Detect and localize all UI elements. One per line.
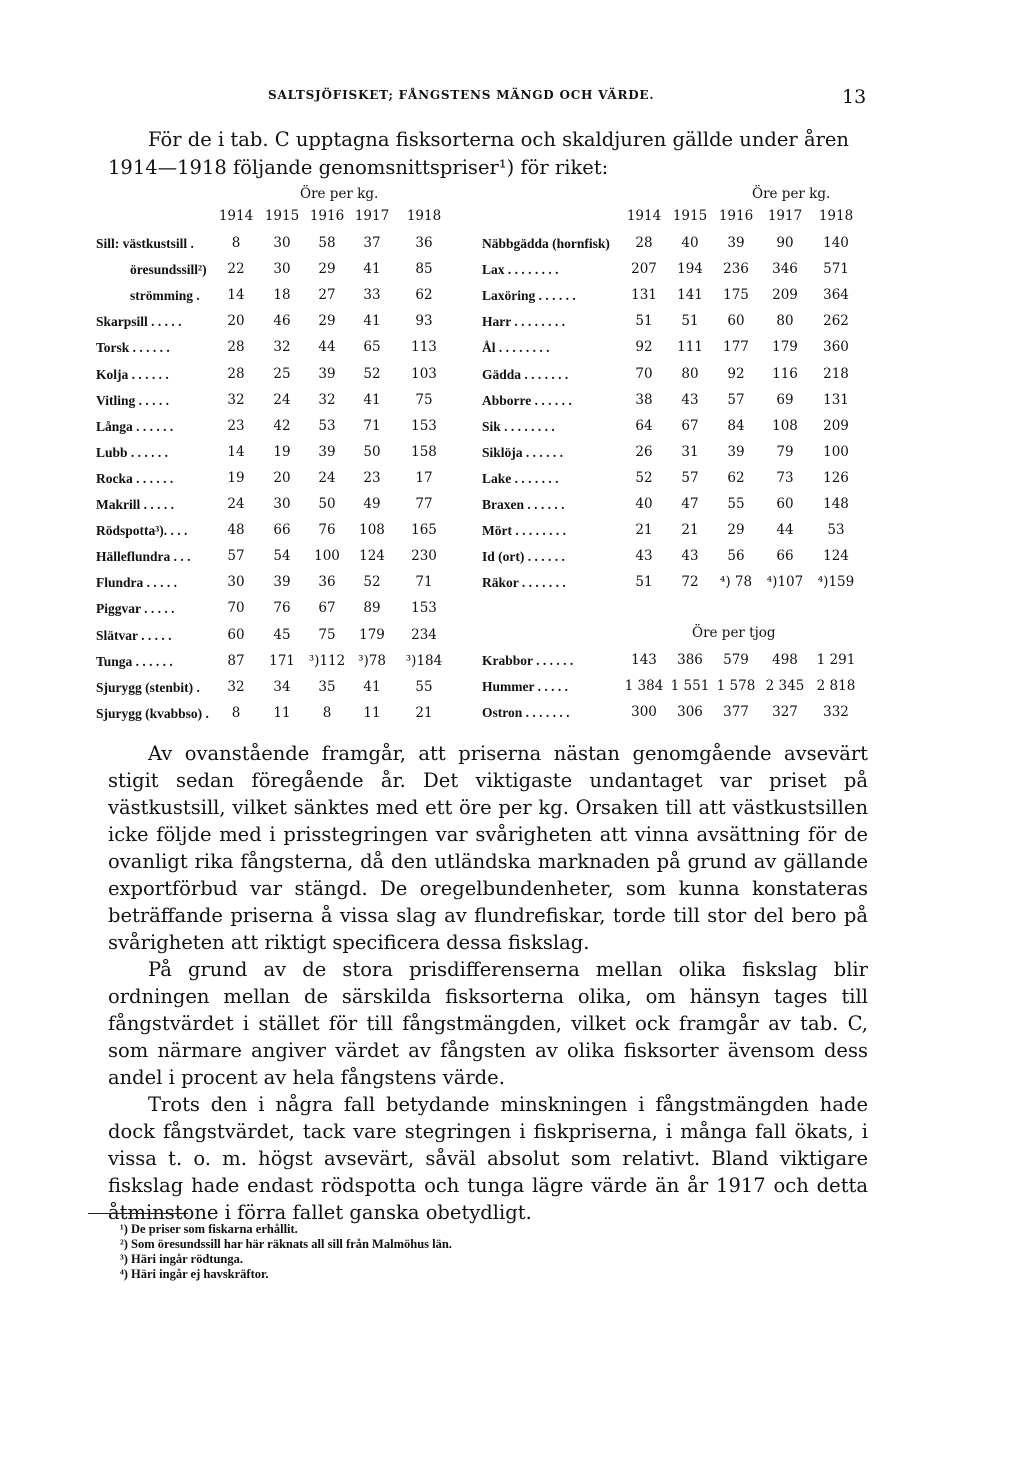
table-cell: 236 xyxy=(723,261,749,278)
table-cell: 40 xyxy=(681,235,699,251)
table-cell: 51 xyxy=(635,313,653,330)
table-cell: 32 xyxy=(318,391,336,408)
table-cell: 21 xyxy=(415,704,433,721)
table-cell: 332 xyxy=(823,704,849,721)
table-cell: 207 xyxy=(631,261,657,278)
table-cell: 57 xyxy=(681,469,699,486)
table-cell: 32 xyxy=(273,339,291,356)
table-cell: 42 xyxy=(273,417,291,434)
table-cell: 24 xyxy=(227,496,245,512)
table-cell: 143 xyxy=(631,652,657,668)
table-cell: 50 xyxy=(363,443,381,460)
table-cell: ⁴)107 xyxy=(766,574,804,591)
row-label: Lubb . . . . . . xyxy=(96,444,169,460)
table-cell: 111 xyxy=(677,339,703,356)
row-label: Id (ort) . . . . . . xyxy=(482,549,565,565)
table-cell: 44 xyxy=(776,522,794,539)
table-cell: 100 xyxy=(823,443,849,460)
table-cell: 30 xyxy=(273,235,291,251)
table-cell: 77 xyxy=(415,496,433,512)
table-cell: 52 xyxy=(363,574,381,591)
page-number: 13 xyxy=(842,86,867,108)
table-cell: 498 xyxy=(772,652,798,668)
row-label: Hälleflundra . . . xyxy=(96,549,191,565)
year-header: 1918 xyxy=(818,208,854,224)
row-label: Krabbor . . . . . . xyxy=(482,653,574,668)
table-cell: 55 xyxy=(727,496,745,512)
table-cell: 33 xyxy=(363,287,381,304)
footnote-1: ¹) De priser som fiskarna erhållit. xyxy=(120,1222,298,1236)
table-cell: 35 xyxy=(318,678,336,695)
table-cell: 71 xyxy=(415,574,433,591)
table-cell: ³)112 xyxy=(308,652,346,669)
table-cell: 2 345 xyxy=(765,678,805,695)
table-cell: 24 xyxy=(273,391,291,408)
table-cell: 24 xyxy=(318,469,336,486)
table-cell: 300 xyxy=(631,704,657,721)
table-cell: 171 xyxy=(269,652,295,669)
table-cell: 22 xyxy=(227,261,245,278)
table-cell: 51 xyxy=(635,574,653,591)
table-cell: 116 xyxy=(772,365,798,382)
table-cell: 66 xyxy=(273,522,291,539)
table-cell: 32 xyxy=(227,678,245,695)
row-label: Ål . . . . . . . . xyxy=(482,340,550,356)
row-label: Ostron . . . . . . . xyxy=(482,705,570,721)
row-label: strömming . xyxy=(130,288,200,304)
year-header: 1915 xyxy=(264,208,300,224)
table-cell: 60 xyxy=(727,313,745,330)
table-cell: 34 xyxy=(273,678,291,695)
table-cell: 48 xyxy=(227,522,245,539)
table-cell: 179 xyxy=(772,339,798,356)
table-cell: 87 xyxy=(227,652,245,669)
unit-label-right: Öre per kg. xyxy=(752,186,831,202)
table-cell: 52 xyxy=(363,365,381,382)
table-cell: 23 xyxy=(363,469,381,486)
table-cell: 43 xyxy=(681,548,699,565)
paragraph-3: Trots den i några fall betydande minskningen i fångstmängden hade dock fångstvärdet, tack vare stegringen i fiskpriserna, i många fall ökats, i vissa t. o. m. högst avsevärt, såväl absolut som relativt. Bland viktigare fiskslag hade endast rödspotta och tunga lägre värde än år 1917 och detta åtminstone i förra fallet ganska obetydligt. xyxy=(108,1093,868,1224)
table-cell: 327 xyxy=(772,704,798,721)
table-cell: 29 xyxy=(727,522,745,539)
row-label: Långa . . . . . . xyxy=(96,418,174,434)
table-cell: 80 xyxy=(681,365,699,382)
row-label: Harr . . . . . . . . xyxy=(482,314,565,330)
row-label: Sjurygg (kvabbso) . xyxy=(96,705,209,721)
paragraph-1: Av ovanstående framgår, att priserna nästan genomgående avsevärt stigit sedan föregående år. Det viktigaste undantaget var priset på västkustsill, vilket sänktes med ett öre per kg. Orsaken till att västkustsillen icke följde med i prisstegringen var svårigheten att vinna avsättning för de ovanligt rika fångsterna, då den utländska marknaden på grund av gällande exportförbud var stängd. De oregelbundenheter, som kunna konstateras beträffande priserna å vissa slag av flundrefiskar, torde till stor del bero på svårigheten att riktigt specificera dessa fiskslag. xyxy=(108,742,868,954)
table-cell: 58 xyxy=(318,235,336,251)
table-cell: 28 xyxy=(227,365,245,382)
footnote-2: ²) Som öresundssill har här räknats all sill från Malmöhus län. xyxy=(120,1237,452,1251)
table-cell: 1 384 xyxy=(624,678,664,695)
table-cell: 57 xyxy=(227,548,245,565)
row-label: Lake . . . . . . . xyxy=(482,470,559,486)
table-cell: 364 xyxy=(823,287,849,304)
row-label: Torsk . . . . . . xyxy=(96,340,170,356)
table-cell: 30 xyxy=(273,261,291,278)
table-cell: 55 xyxy=(415,678,433,695)
table-cell: 60 xyxy=(776,496,794,512)
table-cell: 76 xyxy=(273,600,291,617)
table-cell: 36 xyxy=(415,235,433,251)
table-cell: 124 xyxy=(359,548,385,565)
table-cell: 66 xyxy=(776,548,794,565)
row-label: Laxöring . . . . . . xyxy=(482,288,576,304)
year-header: 1917 xyxy=(767,208,803,224)
table-cell: 72 xyxy=(681,574,699,591)
table-cell: 8 xyxy=(231,704,241,721)
table-cell: 28 xyxy=(227,339,245,356)
row-label: Sjurygg (stenbit) . xyxy=(96,679,200,695)
table-cell: 56 xyxy=(727,548,745,565)
table-cell: 177 xyxy=(723,339,749,356)
footnote-4: ⁴) Häri ingår ej havskräftor. xyxy=(120,1267,269,1281)
table-cell: 103 xyxy=(411,365,437,382)
row-label: Räkor . . . . . . . xyxy=(482,575,566,591)
table-cell: 41 xyxy=(363,678,381,695)
table-cell: 108 xyxy=(359,522,385,539)
table-cell: 113 xyxy=(411,339,437,356)
unit-label-tjog: Öre per tjog xyxy=(692,625,776,641)
table-cell: 2 818 xyxy=(816,678,856,695)
table-cell: 65 xyxy=(363,339,381,356)
table-cell: 29 xyxy=(318,313,336,330)
table-cell: 20 xyxy=(273,469,291,486)
row-label: Gädda . . . . . . . xyxy=(482,366,569,382)
table-cell: 100 xyxy=(314,548,340,565)
table-cell: 108 xyxy=(772,417,798,434)
table-cell: 14 xyxy=(227,443,245,460)
table-cell: 84 xyxy=(727,417,745,434)
table-cell: 126 xyxy=(823,469,849,486)
table-cell: 67 xyxy=(681,417,699,434)
year-header: 1917 xyxy=(354,208,390,224)
year-header: 1916 xyxy=(309,208,345,224)
table-cell: 32 xyxy=(227,391,245,408)
table-cell: 41 xyxy=(363,261,381,278)
table-cell: 67 xyxy=(318,600,336,617)
table-cell: 92 xyxy=(635,339,653,356)
table-cell: 90 xyxy=(776,235,794,251)
table-cell: 79 xyxy=(776,443,794,460)
table-cell: 19 xyxy=(227,469,245,486)
table-cell: 230 xyxy=(411,548,437,565)
table-cell: 1 291 xyxy=(816,652,856,668)
table-cell: 8 xyxy=(231,235,241,251)
table-cell: 30 xyxy=(273,496,291,512)
row-label: Makrill . . . . . xyxy=(96,497,174,512)
table-cell: 36 xyxy=(318,574,336,591)
table-cell: 28 xyxy=(635,235,653,251)
table-cell: 158 xyxy=(411,443,437,460)
table-cell: 209 xyxy=(772,287,798,304)
table-cell: 40 xyxy=(635,496,653,512)
table-cell: 360 xyxy=(823,339,849,356)
table-cell: 39 xyxy=(318,443,336,460)
year-header: 1916 xyxy=(718,208,754,224)
table-cell: 76 xyxy=(318,522,336,539)
table-cell: 209 xyxy=(823,417,849,434)
table-cell: 71 xyxy=(363,417,381,434)
table-cell: 1 578 xyxy=(716,678,756,695)
table-cell: 69 xyxy=(776,391,794,408)
table-cell: 39 xyxy=(727,443,745,460)
table-cell: 11 xyxy=(273,704,291,721)
table-cell: 262 xyxy=(823,313,849,330)
year-header: 1915 xyxy=(672,208,708,224)
table-cell: 39 xyxy=(273,574,291,591)
table-cell: 131 xyxy=(631,287,657,304)
table-cell: 73 xyxy=(776,469,794,486)
table-cell: 124 xyxy=(823,548,849,565)
paragraph-2: På grund av de stora prisdifferenserna mellan olika fiskslag blir ordningen mellan de särskilda fisksorterna olika, om hänsyn tages till fångstvärdet i stället för till fångstmängden, vilket ock framgår av tab. C, som närmare angiver värdet av fångsten av olika fisksorter ävensom dess andel i procent av hela fångstens värde. xyxy=(108,958,868,1089)
table-cell: 53 xyxy=(827,522,845,539)
row-label: Rödspotta³). . . . xyxy=(96,523,188,539)
table-cell: 20 xyxy=(227,313,245,330)
table-cell: ⁴)159 xyxy=(817,574,855,591)
table-cell: 148 xyxy=(823,496,849,512)
row-label: Vitling . . . . . xyxy=(96,392,170,408)
row-label: Slätvar . . . . . xyxy=(96,627,172,643)
intro-text: För de i tab. C upptagna fisksorterna och skaldjuren gällde under åren 1914—1918 följande genomsnittspriser¹) för riket: xyxy=(108,128,849,179)
table-cell: 21 xyxy=(635,522,653,539)
row-label: Näbbgädda (hornfisk) xyxy=(482,236,610,251)
table-cell: 54 xyxy=(273,548,291,565)
table-cell: 52 xyxy=(635,469,653,486)
table-cell: 386 xyxy=(677,652,703,668)
table-cell: 27 xyxy=(318,287,336,304)
table-cell: 11 xyxy=(363,704,381,721)
year-header: 1914 xyxy=(218,208,254,224)
table-cell: 75 xyxy=(318,626,336,643)
footnotes xyxy=(120,1222,452,1282)
body-text xyxy=(108,740,868,1226)
row-label: Piggvar . . . . . xyxy=(96,601,175,617)
table-cell: 175 xyxy=(723,287,749,304)
year-header: 1914 xyxy=(626,208,662,224)
table-cell: 92 xyxy=(727,365,745,382)
row-label: Skarpsill . . . . . xyxy=(96,314,182,330)
table-cell: 45 xyxy=(273,626,291,643)
table-cell: 80 xyxy=(776,313,794,330)
table-cell: 64 xyxy=(635,417,653,434)
table-cell: 346 xyxy=(772,261,798,278)
table-cell: 194 xyxy=(677,261,703,278)
table-cell: 43 xyxy=(635,548,653,565)
table-cell: 47 xyxy=(681,496,699,512)
table-cell: 571 xyxy=(823,261,849,278)
table-cell: 46 xyxy=(273,313,291,330)
row-label: Siklöja . . . . . . xyxy=(482,444,564,460)
table-cell: 179 xyxy=(359,626,385,643)
table-cell: 14 xyxy=(227,287,245,304)
table-cell: 377 xyxy=(723,704,749,721)
row-label: Braxen . . . . . . xyxy=(482,497,565,512)
table-cell: 41 xyxy=(363,313,381,330)
footnote-rule xyxy=(88,1213,188,1214)
intro-paragraph xyxy=(108,126,868,182)
table-cell: 18 xyxy=(273,287,291,304)
table-cell: 218 xyxy=(823,365,849,382)
year-header: 1918 xyxy=(406,208,442,224)
table-cell: 75 xyxy=(415,391,433,408)
table-cell: 31 xyxy=(681,443,699,460)
table-cell: 29 xyxy=(318,261,336,278)
table-cell: 43 xyxy=(681,391,699,408)
row-label: Abborre . . . . . . xyxy=(482,392,572,408)
row-label: Flundra . . . . . xyxy=(96,575,178,591)
table-cell: 131 xyxy=(823,391,849,408)
table-cell: 60 xyxy=(227,626,245,643)
table-cell: 19 xyxy=(273,443,291,460)
table-cell: 39 xyxy=(727,235,745,251)
table-cell: 153 xyxy=(411,417,437,434)
table-cell: 1 551 xyxy=(670,678,710,695)
table-cell: 26 xyxy=(635,443,653,460)
table-cell: 41 xyxy=(363,391,381,408)
row-label: öresundssill²) xyxy=(130,262,207,278)
table-cell: ³)78 xyxy=(358,652,386,669)
row-label: Lax . . . . . . . . xyxy=(482,262,559,278)
table-cell: 57 xyxy=(727,391,745,408)
row-label: Kolja . . . . . . xyxy=(96,366,169,382)
table-cell: 37 xyxy=(363,235,381,251)
table-cell: 62 xyxy=(415,287,433,304)
table-cell: 70 xyxy=(635,365,653,382)
table-cell: 39 xyxy=(318,365,336,382)
table-cell: 70 xyxy=(227,600,245,617)
table-cell: 89 xyxy=(363,600,381,617)
table-cell: ⁴) 78 xyxy=(719,574,753,591)
table-cell: 153 xyxy=(411,600,437,617)
table-cell: 140 xyxy=(823,235,849,251)
table-cell: 50 xyxy=(318,496,336,512)
unit-label-left: Öre per kg. xyxy=(300,186,379,202)
table-cell: 8 xyxy=(322,704,332,721)
table-cell: 165 xyxy=(411,522,437,539)
table-cell: 234 xyxy=(411,626,437,643)
table-cell: 23 xyxy=(227,417,245,434)
running-title: SALTSJÖFISKET; FÅNGSTENS MÄNGD OCH VÄRDE. xyxy=(268,88,655,102)
table-cell: 62 xyxy=(727,469,745,486)
table-cell: 53 xyxy=(318,417,336,434)
row-label: Tunga . . . . . . xyxy=(96,653,173,669)
footnote-3: ³) Häri ingår rödtunga. xyxy=(120,1252,243,1266)
table-cell: ³)184 xyxy=(405,652,443,669)
table-cell: 44 xyxy=(318,339,336,356)
table-cell: 306 xyxy=(677,704,703,721)
table-cell: 30 xyxy=(227,574,245,591)
table-cell: 49 xyxy=(363,496,381,512)
table-cell: 93 xyxy=(415,313,433,330)
row-label: Sill: västkustsill . xyxy=(96,236,194,251)
row-label: Rocka . . . . . . xyxy=(96,470,174,486)
table-cell: 85 xyxy=(415,261,433,278)
table-cell: 25 xyxy=(273,365,291,382)
table-cell: 579 xyxy=(723,652,749,668)
row-label: Sik . . . . . . . . xyxy=(482,418,555,434)
row-label: Hummer . . . . . xyxy=(482,679,568,695)
row-label: Mört . . . . . . . . xyxy=(482,523,566,539)
table-cell: 21 xyxy=(681,522,699,539)
table-cell: 51 xyxy=(681,313,699,330)
table-cell: 17 xyxy=(415,469,433,486)
table-cell: 38 xyxy=(635,391,653,408)
table-cell: 141 xyxy=(677,287,703,304)
